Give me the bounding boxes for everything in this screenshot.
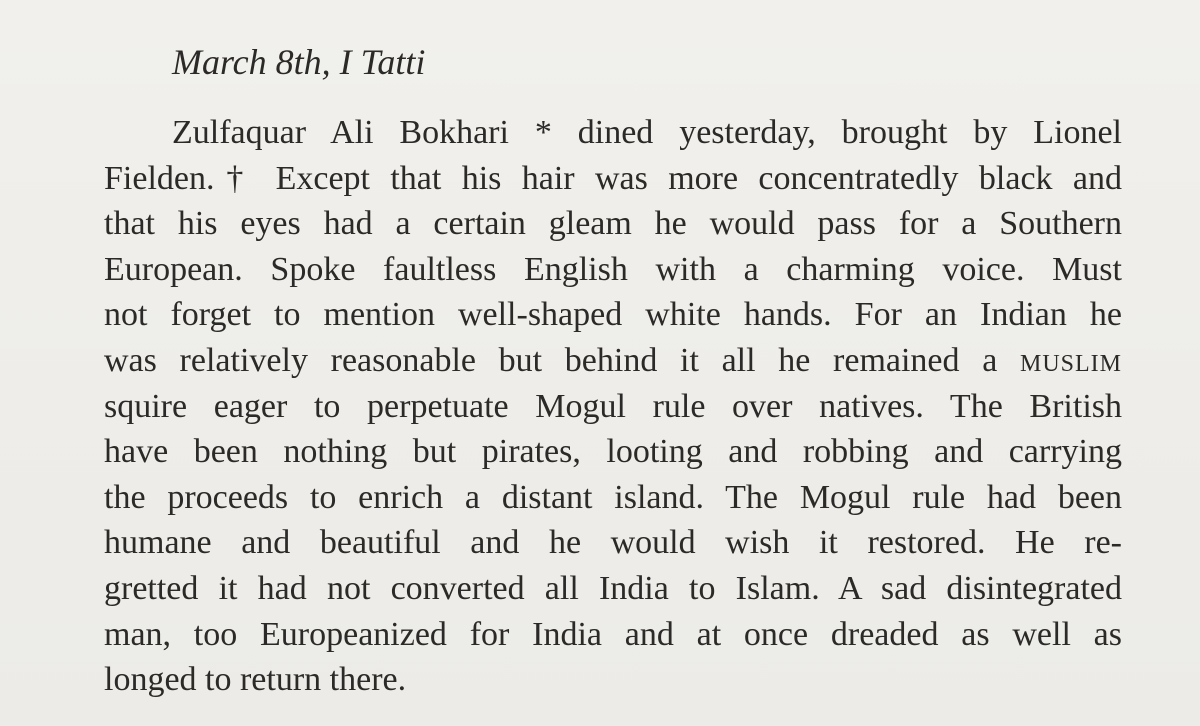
paragraph-line: man, too Europeanized for India and at once dreaded as well as xyxy=(104,615,1122,653)
paragraph-line-text: was relatively reasonable but behind it all he remained a xyxy=(104,341,998,379)
paragraph-line: European. Spoke faultless English with a charming voice. Must xyxy=(104,250,1122,288)
paragraph-line: Fielden.† Except that his hair was more concentratedly black and xyxy=(104,159,1122,197)
paragraph-line-with-small-caps xyxy=(104,338,1122,384)
paragraph-line: not forget to mention well-shaped white hands. For an Indian he xyxy=(104,296,1122,334)
paragraph-line: have been nothing but pirates, looting and robbing and carrying xyxy=(104,433,1122,471)
paragraph-line: gretted it had not converted all India to Islam. A sad disintegrated xyxy=(104,569,1122,607)
paragraph-line: squire eager to perpetuate Mogul rule over natives. The British xyxy=(104,387,1122,425)
diary-entry-paragraph xyxy=(104,110,1122,703)
paragraph-line: Zulfaquar Ali Bokhari * dined yesterday, brought by Lionel xyxy=(172,114,1122,151)
paragraph-line: longed to return there. xyxy=(104,661,407,699)
small-caps-word: muslim xyxy=(1019,341,1122,379)
paragraph-line: that his eyes had a certain gleam he would pass for a Southern xyxy=(104,205,1122,243)
paragraph-line: the proceeds to enrich a distant island. The Mogul rule had been xyxy=(104,478,1122,516)
paragraph-line: humane and beautiful and he would wish it restored. He re- xyxy=(104,524,1122,562)
diary-entry-heading: March 8th, I Tatti xyxy=(172,42,426,82)
